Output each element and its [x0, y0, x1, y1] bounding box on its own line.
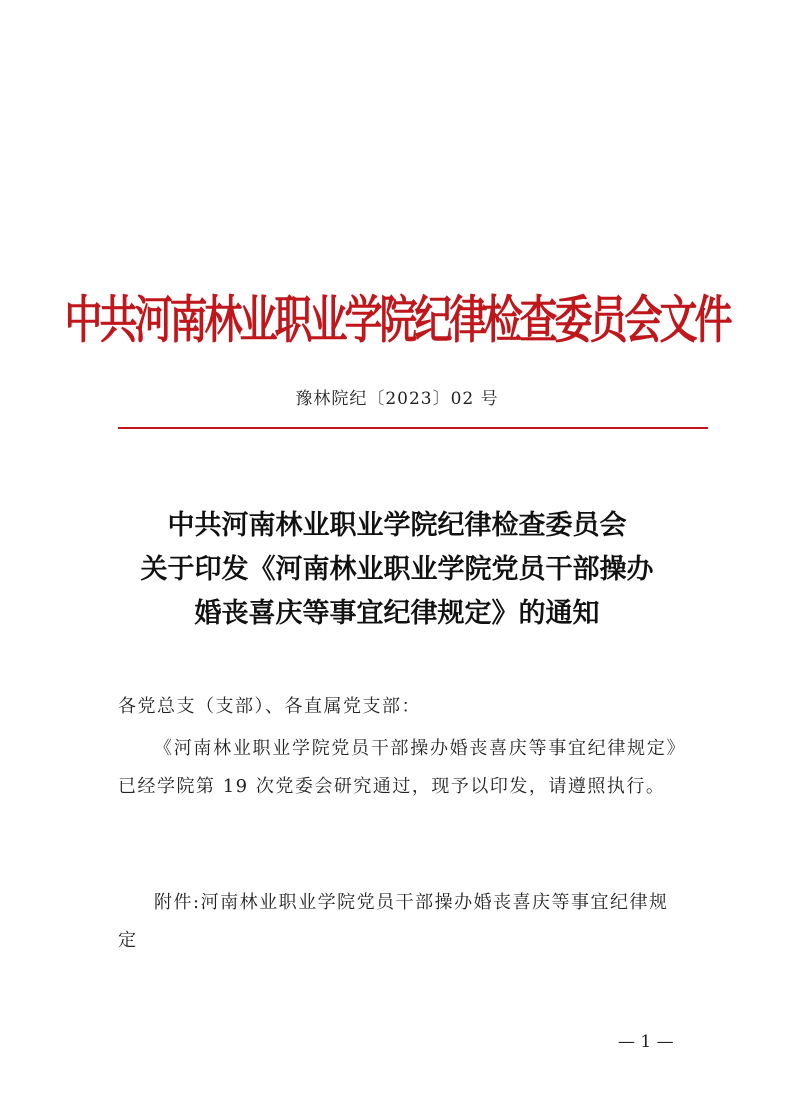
attachment-note: 附件:河南林业职业学院党员干部操办婚丧喜庆等事宜纪律规定 [118, 892, 669, 951]
salutation: 各党总支（支部）、各直属党支部： [118, 696, 421, 717]
title-line-2: 关于印发《河南林业职业学院党员干部操办 [140, 554, 654, 585]
title-line-1: 中共河南林业职业学院纪律检查委员会 [167, 510, 627, 541]
body-paragraph: 《河南林业职业学院党员干部操办婚丧喜庆等事宜纪律规定》已经学院第 19 次党委会研究通过，现予以印发，请遵照执行。 [118, 738, 686, 797]
page-number: — 1 — [618, 1032, 674, 1052]
document-number: 豫林院纪〔2023〕02 号 [295, 389, 499, 409]
red-separator-line [118, 427, 708, 429]
notice-title [0, 504, 794, 636]
title-line-3: 婚丧喜庆等事宜纪律规定》的通知 [194, 598, 600, 629]
issuer-red-header: 中共河南林业职业学院纪律检查委员会文件 [64, 288, 730, 350]
